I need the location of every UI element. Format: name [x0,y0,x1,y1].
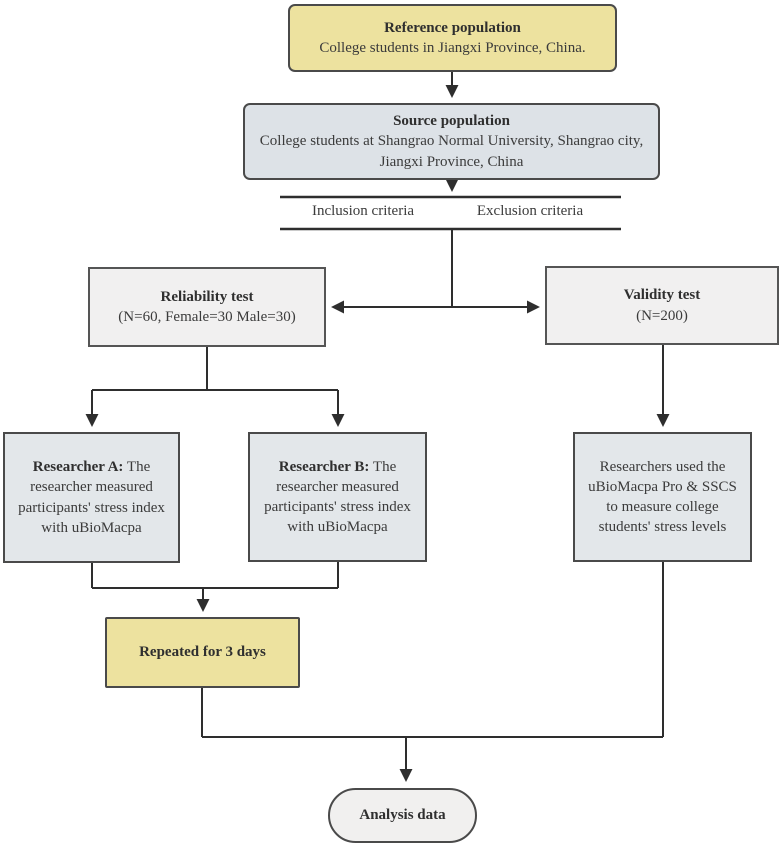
inclusion-criteria-label: Inclusion criteria [311,203,415,219]
reliability-test-box [88,267,326,347]
researcher-a-label: Researcher A: [32,459,124,475]
reference-population-body: College students in Jiangxi Province, China. [319,40,586,56]
validity-test-body: (N=200) [636,307,688,324]
source-population-title: Source population [393,113,510,130]
analysis-data-box [328,788,477,843]
validity-method-box [573,432,752,562]
repeated-box [105,617,300,688]
researcher-b-text [260,457,415,538]
validity-test-title: Validity test [623,287,701,304]
source-population-box [243,103,660,180]
validity-method-body: Researchers used the uBioMacpa Pro & SSCS to measure college students' stress levels [588,458,737,536]
researcher-a-body: The researcher measured participants' stress index with uBioMacpa [18,459,165,536]
researcher-b-box [248,432,427,562]
validity-test-box [545,266,779,345]
source-population-body: College students at Shangrao Normal University, Shangrao city, Jiangxi Province, China [259,133,644,170]
exclusion-criteria-label: Exclusion criteria [476,203,584,219]
reference-population-title: Reference population [384,19,521,36]
researcher-a-text [15,457,168,538]
researcher-b-body: The researcher measured participants' stress index with uBioMacpa [264,458,411,536]
repeated-title: Repeated for 3 days [139,644,266,661]
reliability-test-body: (N=60, Female=30 Male=30) [118,309,296,325]
reliability-test-title: Reliability test [160,288,254,305]
reference-population-box [288,4,617,72]
researcher-a-box [3,432,180,563]
analysis-data-title: Analysis data [359,807,446,824]
researcher-b-label: Researcher B: [278,458,370,475]
